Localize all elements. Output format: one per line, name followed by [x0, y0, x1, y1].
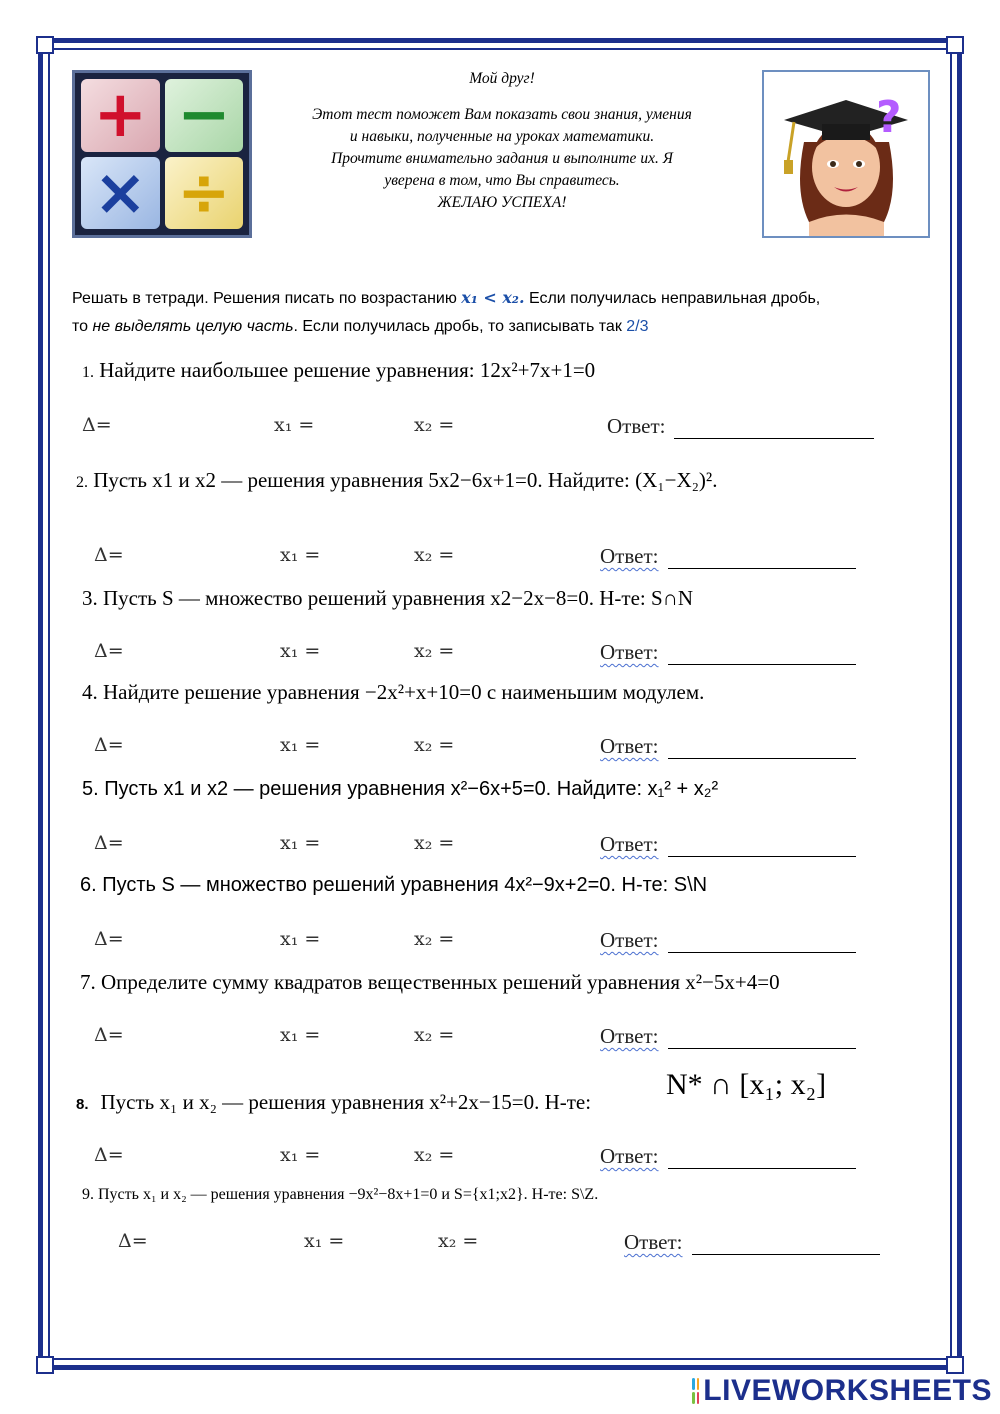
intro-line: ЖЕЛАЮ УСПЕХА! — [437, 194, 567, 211]
answer-field[interactable] — [668, 758, 856, 759]
x1-label: x₁ = — [280, 544, 321, 566]
x1-label: x₁ = — [280, 734, 321, 756]
task-8 — [76, 1090, 591, 1115]
answer-label: Ответ: — [600, 734, 659, 758]
formula: N* ∩ [x₁; x₂] — [666, 1068, 827, 1101]
answer-row — [94, 1144, 864, 1174]
frame-corner — [36, 1356, 54, 1374]
x2-label: x₂ = — [414, 928, 455, 950]
instructions-text: то — [72, 318, 93, 335]
x2-label: x₂ = — [414, 1024, 455, 1046]
teacher-avatar — [762, 70, 930, 238]
answer-field[interactable] — [668, 664, 856, 665]
answer-field[interactable] — [674, 438, 874, 439]
task-4 — [82, 680, 704, 705]
task-3 — [82, 586, 693, 611]
task-1 — [82, 358, 595, 383]
x1-label: x₁ = — [274, 414, 315, 436]
frame-corner — [946, 1356, 964, 1374]
delta-label: Δ= — [94, 1144, 124, 1166]
plus-icon: + — [81, 79, 160, 152]
answer-label: Ответ: — [600, 1144, 659, 1168]
math-operations-logo — [72, 70, 252, 238]
task-number: 6. — [80, 874, 97, 896]
delta-label: Δ= — [94, 734, 124, 756]
task-6 — [80, 874, 707, 897]
task-8-formula — [666, 1068, 826, 1102]
delta-label: Δ= — [94, 544, 124, 566]
task-number: 3. — [82, 586, 98, 610]
task-text: Пусть x₁ и x₂ — решения уравнения −9x²−8x+1=0 и S={x1;x2}. Н-те: S\Z. — [98, 1186, 599, 1203]
intro-line: и навыки, полученные на уроках математики. — [349, 128, 655, 145]
task-text: Найдите наибольшее решение уравнения: 12x²+7x+1=0 — [99, 358, 596, 382]
task-text: Пусть x₁ и x₂ — решения уравнения x²+2x−15=0. Н-те: — [100, 1090, 592, 1114]
instructions — [72, 284, 952, 341]
example-fraction: 2/3 — [626, 318, 649, 335]
task-2 — [76, 468, 717, 493]
intro-line: уверена в том, что Вы справитесь. — [384, 172, 620, 189]
answer-row — [94, 832, 864, 862]
answer-field[interactable] — [668, 1048, 856, 1049]
delta-label: Δ= — [94, 1024, 124, 1046]
instructions-text: Решать в тетради. Решения писать по возрастанию — [72, 290, 462, 307]
greeting: Мой друг! — [469, 70, 535, 87]
x2-label: x₂ = — [414, 832, 455, 854]
graduate-avatar-icon — [764, 72, 928, 236]
task-text: Определите сумму квадратов вещественных решений уравнения x²−5x+4=0 — [101, 970, 780, 994]
intro-message — [262, 68, 742, 214]
x2-label: x₂ = — [414, 1144, 455, 1166]
x1-label: x₁ = — [280, 1024, 321, 1046]
answer-row — [94, 928, 864, 958]
answer-field[interactable] — [692, 1254, 880, 1255]
x2-label: x₂ = — [414, 640, 455, 662]
task-text: Пусть S — множество решений уравнения x2−2x−8=0. Н-те: S∩N — [103, 586, 694, 610]
answer-label: Ответ: — [600, 832, 659, 856]
answer-field[interactable] — [668, 1168, 856, 1169]
answer-label: Ответ: — [624, 1230, 683, 1254]
instructions-text: . Если получилась дробь, то записывать так — [293, 318, 627, 335]
answer-row — [94, 544, 864, 574]
delta-label: Δ= — [94, 640, 124, 662]
answer-label: Ответ: — [600, 544, 659, 568]
x1-label: x₁ = — [280, 1144, 321, 1166]
svg-text:?: ? — [876, 92, 902, 143]
liveworksheets-logo-icon — [692, 1378, 699, 1404]
task-7 — [80, 970, 780, 995]
task-number: 8. — [76, 1096, 89, 1113]
brand-name: LIVEWORKSHEETS — [703, 1374, 992, 1407]
task-text: Пусть x1 и x2 — решения уравнения 5x2−6x+1=0. Найдите: (X₁−X₂)². — [93, 468, 718, 492]
minus-icon: − — [165, 79, 244, 152]
x1-label: x₁ = — [280, 640, 321, 662]
x2-label: x₂ = — [414, 734, 455, 756]
task-number: 9. — [82, 1186, 94, 1203]
task-number: 4. — [82, 680, 98, 704]
answer-label: Ответ: — [600, 640, 659, 664]
intro-line: Прочтите внимательно задания и выполните их. Я — [331, 150, 673, 167]
delta-label: Δ= — [94, 832, 124, 854]
delta-label: Δ= — [118, 1230, 148, 1252]
instructions-italic: не выделять целую часть — [92, 318, 294, 335]
task-number: 7. — [80, 970, 96, 994]
order-formula: x₁ < x₂. — [461, 288, 525, 307]
task-number: 2. — [76, 474, 88, 491]
times-icon: × — [81, 157, 160, 230]
x2-label: x₂ = — [438, 1230, 479, 1252]
answer-row — [94, 640, 864, 670]
answer-field[interactable] — [668, 856, 856, 857]
answer-label: Ответ: — [600, 928, 659, 952]
answer-row — [118, 1230, 888, 1260]
answer-field[interactable] — [668, 568, 856, 569]
answer-row — [82, 414, 882, 444]
frame-corner — [36, 36, 54, 54]
x2-label: x₂ = — [414, 544, 455, 566]
task-text: Найдите решение уравнения −2x²+x+10=0 с наименьшим модулем. — [103, 680, 705, 704]
task-text: Пусть x1 и x2 — решения уравнения x²−6x+5=0. Найдите: x₁² + x₂² — [104, 778, 719, 800]
divide-icon: ÷ — [165, 157, 244, 230]
answer-field[interactable] — [668, 952, 856, 953]
x1-label: x₁ = — [280, 832, 321, 854]
task-9 — [82, 1186, 598, 1204]
answer-label: Ответ: — [607, 414, 666, 438]
task-number: 5. — [82, 778, 99, 800]
task-5 — [82, 778, 718, 801]
frame-corner — [946, 36, 964, 54]
answer-label: Ответ: — [600, 1024, 659, 1048]
x2-label: x₂ = — [414, 414, 455, 436]
delta-label: Δ= — [94, 928, 124, 950]
liveworksheets-brand[interactable] — [692, 1373, 992, 1409]
intro-line: Этот тест поможет Вам показать свои знания, умения — [312, 106, 692, 123]
task-text: Пусть S — множество решений уравнения 4x²−9x+2=0. Н-те: S\N — [102, 874, 708, 896]
instructions-text: Если получилась неправильная дробь, — [524, 290, 821, 307]
task-number: 1. — [82, 364, 94, 381]
x1-label: x₁ = — [280, 928, 321, 950]
delta-label: Δ= — [82, 414, 112, 436]
answer-row — [94, 1024, 864, 1054]
answer-row — [94, 734, 864, 764]
x1-label: x₁ = — [304, 1230, 345, 1252]
